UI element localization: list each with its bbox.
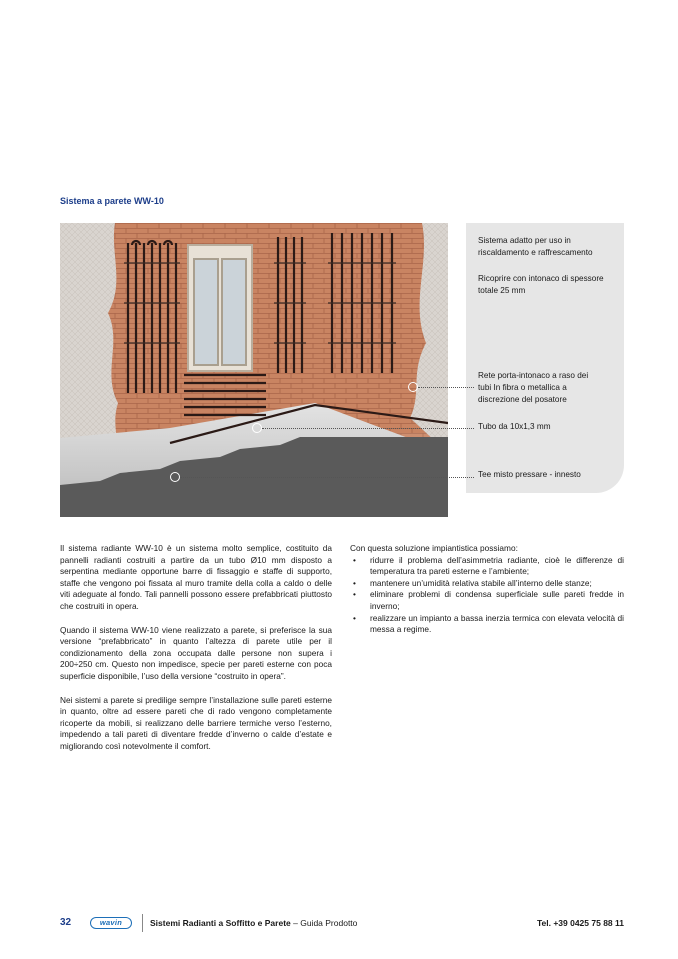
- benefits-list: [350, 555, 624, 636]
- benefit-item: • ridurre il problema dell’asimmetria radiante, cioè le differenze di temperatura tra pareti esterne e l’ambiente;: [350, 555, 624, 578]
- leader-marker-pipe: [252, 423, 262, 433]
- callout-plaster: Ricoprire con intonaco di spessore totale 25 mm: [478, 274, 604, 295]
- footer-title: [150, 918, 357, 928]
- body-left-column: [60, 543, 332, 765]
- paragraph-external-walls: Nei sistemi a parete si predilige sempre l’installazione sulle pareti esterne in quanto, oltre ad essere pareti che di rado vengono completamente ricoperte da mobili, si realizzano delle barriere termiche verso l’esterno, impedendo a tali pareti di diventare fredde d’inverno o calde d’estate e migliorando così notevolmente il comfort.: [60, 694, 332, 751]
- footer-telephone: Tel. +39 0425 75 88 11: [536, 918, 624, 928]
- leader-line-tee: [180, 477, 474, 478]
- wall-system-illustration: [60, 223, 448, 517]
- leader-line-pipe: [262, 428, 474, 429]
- paragraph-prefabricated: Quando il sistema WW-10 viene realizzato a parete, si preferisce la sua versione “prefabbricato” in quanto l’altezza di parete utile per il condizionamento della zona occupata dalle persone non supera i 200÷250 cm. Questo non impedisce, specie per pareti esterne con poca superficie disponibile, l’uso della versione “costruito in opera”.: [60, 624, 332, 681]
- paragraph-description: Il sistema radiante WW-10 è un sistema molto semplice, costituito da pannelli radianti costruiti a partire da un tubo Ø10 mm disposto a serpentina mediante opportune barre di fissaggio e staffe di supporto, staffe che vengono poi fissata al muro tramite della colla a caldo o delle viti adeguate al fondo. Tali pannelli possono essere prefabbricati piuttosto che costruiti in opera.: [60, 543, 332, 611]
- callout-mesh: Rete porta-intonaco a raso dei tubi In fibra o metallica a discrezione del posatore: [478, 371, 589, 404]
- benefit-item: • realizzare un impianto a bassa inerzia termica con elevata velocità di messa a regime.: [350, 613, 624, 636]
- callout-usage: Sistema adatto per uso in riscaldamento e raffrescamento: [478, 236, 593, 257]
- page-footer: [60, 914, 624, 934]
- wavin-logo: wavin: [90, 917, 132, 929]
- page-number: 32: [60, 917, 72, 928]
- footer-title-rest: – Guida Prodotto: [290, 918, 358, 928]
- footer-divider: [142, 914, 143, 932]
- leader-line-mesh: [418, 387, 474, 388]
- section-title: Sistema a parete WW-10: [60, 196, 164, 206]
- benefit-item: • mantenere un’umidità relativa stabile all’interno delle stanze;: [350, 578, 624, 590]
- leader-marker-tee: [170, 472, 180, 482]
- leader-marker-mesh: [408, 382, 418, 392]
- callout-pipe: Tubo da 10x1,3 mm: [478, 422, 551, 431]
- footer-title-bold: Sistemi Radianti a Soffitto e Parete: [150, 918, 291, 928]
- benefits-intro: Con questa soluzione impiantistica possiamo:: [350, 543, 518, 553]
- benefit-item: • eliminare problemi di condensa superficiale sulle pareti fredde in inverno;: [350, 589, 624, 612]
- callout-tee: Tee misto pressare - innesto: [478, 470, 581, 479]
- body-right-column: [350, 543, 624, 636]
- callout-panel: [466, 223, 624, 493]
